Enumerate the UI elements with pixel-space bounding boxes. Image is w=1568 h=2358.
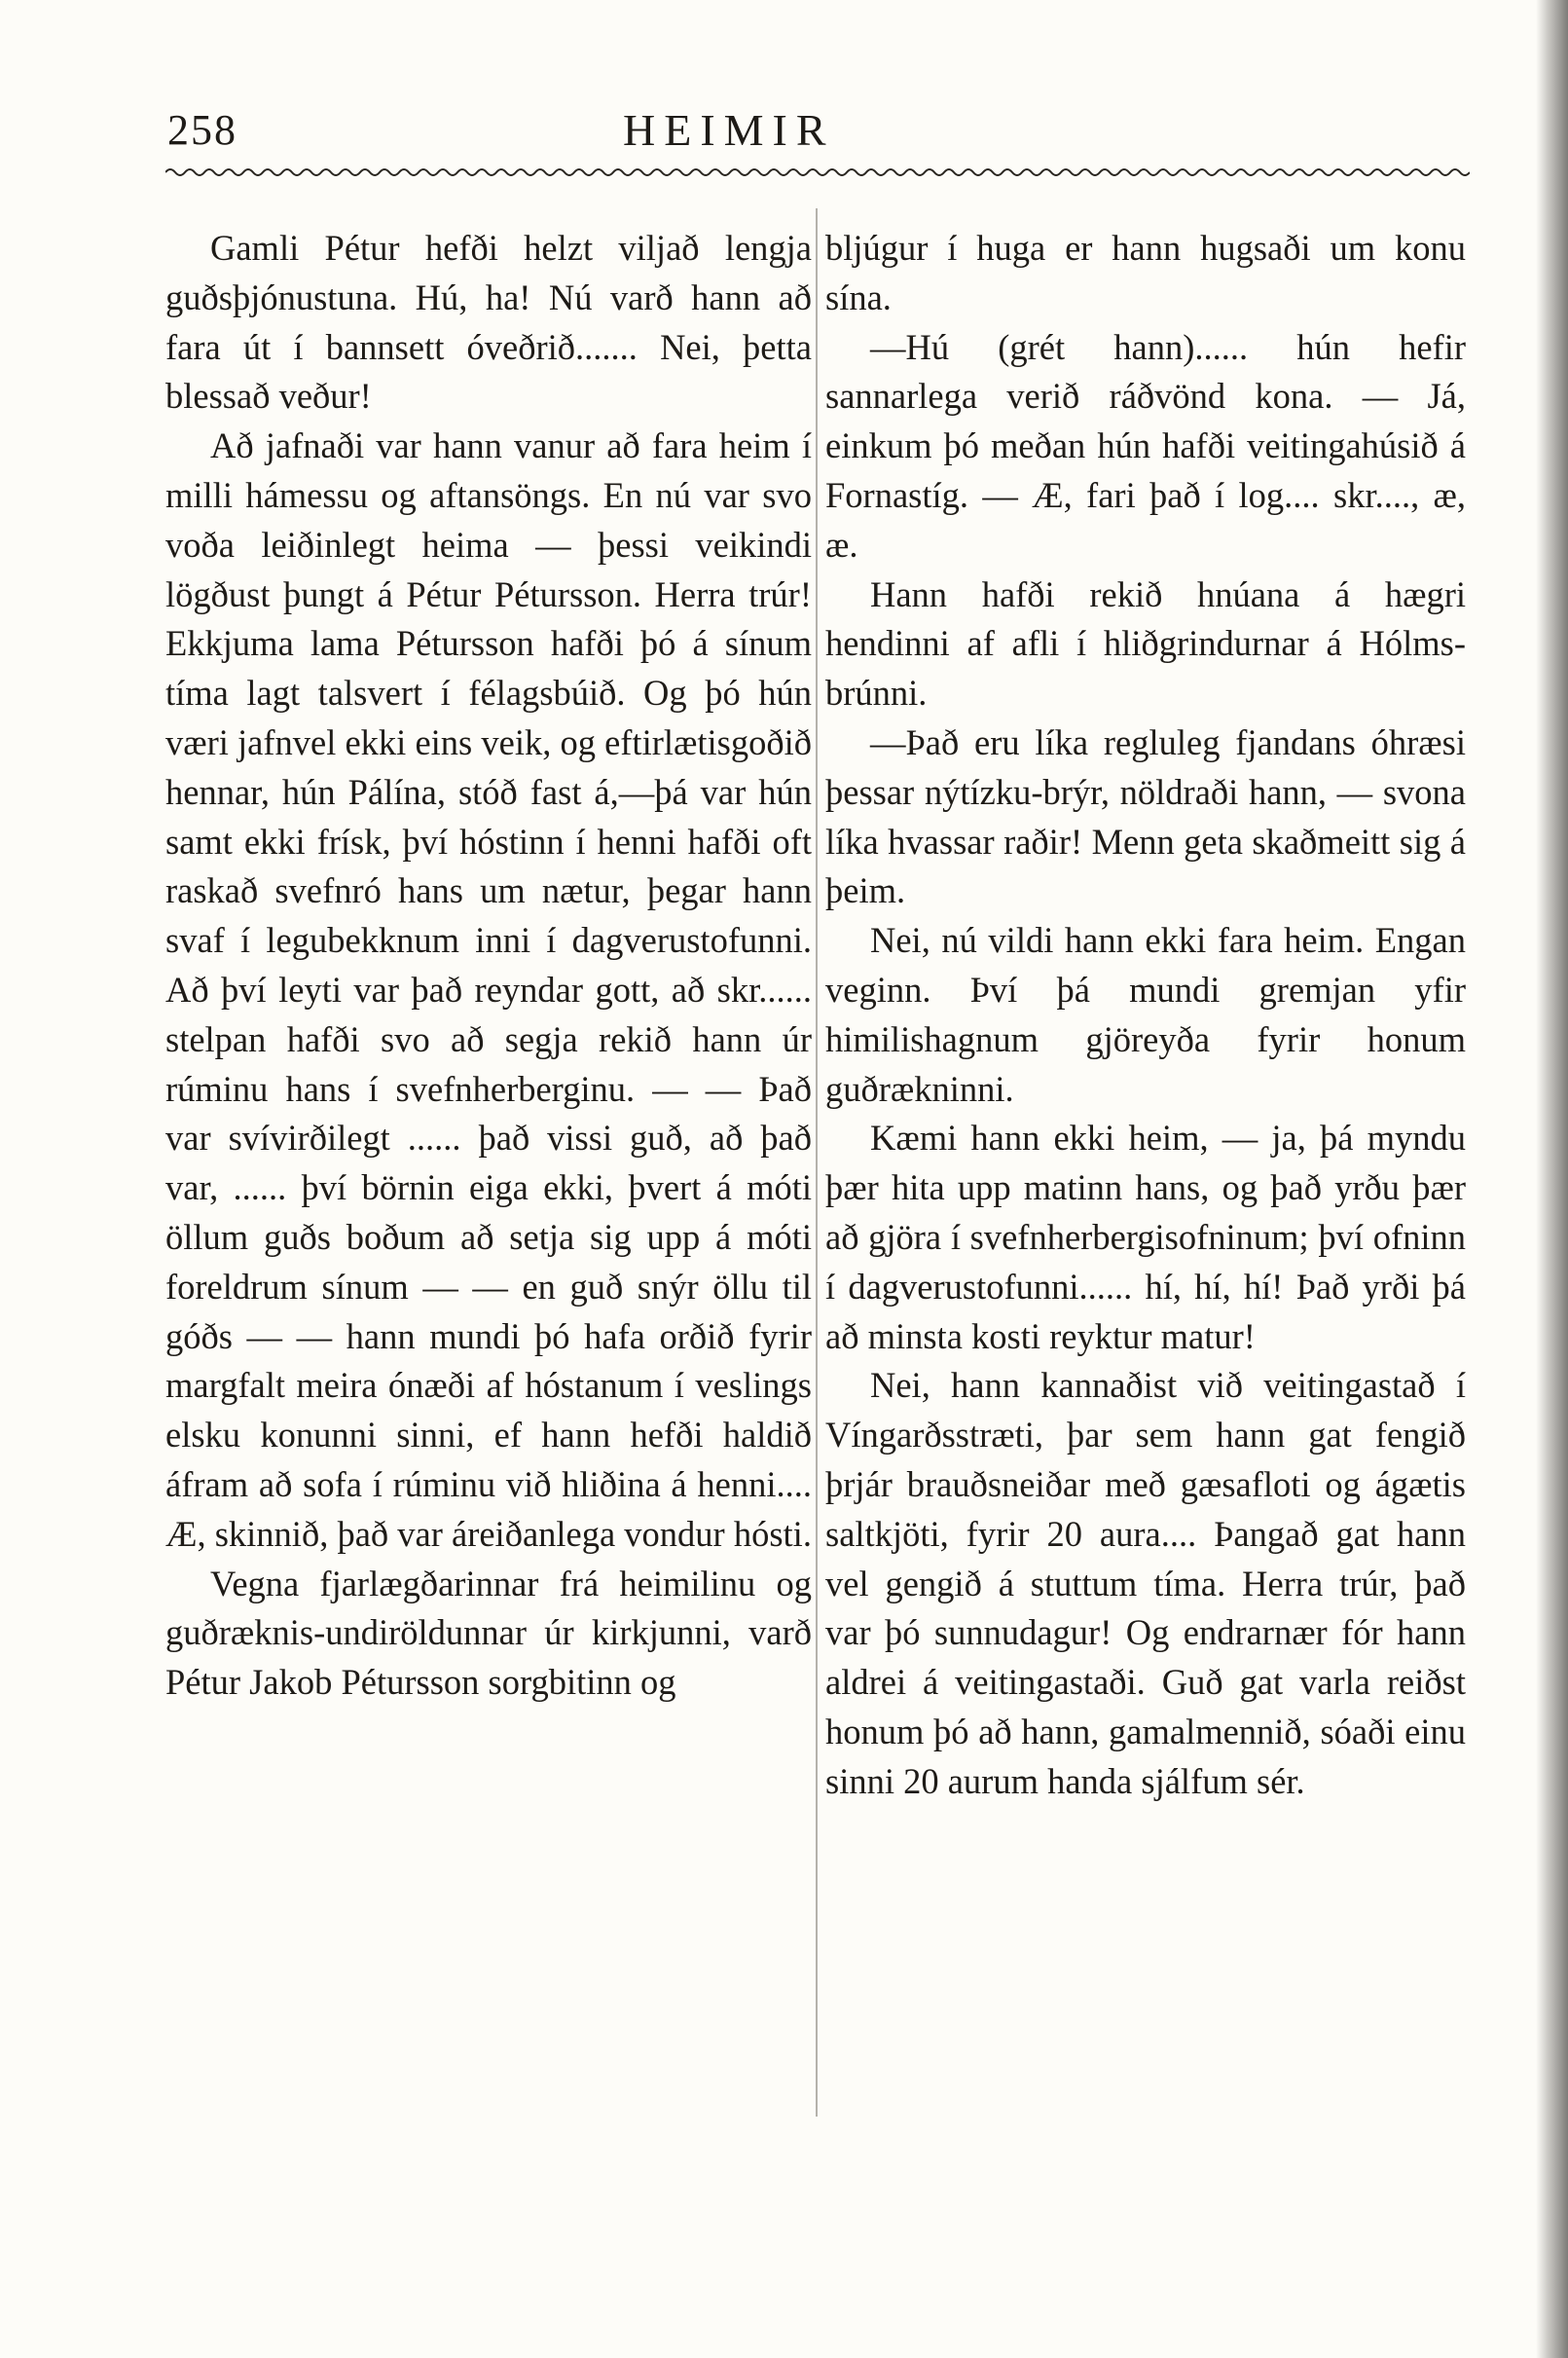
paragraph: Nei, nú vildi hann ekki fara heim. Engan veginn. Því þá mundi gremjan yfir himilishagnum gjöreyða fyrir honum guðrækninni. [825, 920, 1466, 1109]
paragraph: —Það eru líka regluleg fjandans óhræsi þessar nýtízku-brýr, nöldraði hann, — svona líka hvassar raðir! Menn geta skaðmeitt sig á þeim. [825, 721, 1466, 911]
header-wavy-rule [165, 166, 1470, 179]
paragraph: Að jafnaði var hann vanur að fara heim í milli hámessu og aftansöngs. En nú var svo voða leiðinlegt heima — þessi veikindi lögðust þungt á Pétur Pétursson. Herra trúr! Ekkjuma lama Pétursson hafði þó á sínum tíma lagt talsvert í félagsbúið. Og þó hún væri jafnvel ekki eins veik, og eftirlætisgoðið hennar, hún Pálína, stóð fast á,—þá var hún samt ekki frísk, því hóstinn í henni hafði oft raskað svefnró hans um nætur, þegar hann svaf í legubekknum inni í dagverustofunni. Að því leyti var það reyndar gott, að skr...... stelpan hafði svo að segja rekið hann úr rúminu hans í svefnherberginu. — — Það var svívirðilegt ...... það vissi guð, að það var, ...... því börnin eiga ekki, þvert á móti öllum guðs boðum að setja sig upp á móti foreldrum sínum — — en guð snýr öllu til góðs — — hann mundi þó hafa orðið fyrir margfalt meira ónæði af hóstanum í veslings elsku konunni sinni, ef hann hefði haldið áfram að sofa í rúminu við hliðina á henni.... Æ, skinnið, það var áreiðanlega vondur hósti. [165, 425, 812, 1554]
paragraph: Nei, hann kannaðist við veitingastað í Víngarðsstræti, þar sem hann gat fengið þrjár brauðsneiðar með gæsafloti og ágætis saltkjöti, fyrir 20 aura.... Þangað gat hann vel gengið á stuttum tíma. Herra trúr, það var þó sunnudagur! Og endrarnær fór hann aldrei á veitingastaði. Guð gat varla reiðst honum þó að hann, gamalmennið, sóaði einu sinni 20 aurum handa sjálfum sér. [825, 1365, 1466, 1801]
paragraph: Hann hafði rekið hnúana á hægri hendinni af afli í hliðgrindurnar á Hólms-brúnni. [825, 573, 1466, 714]
left-column [165, 224, 812, 1708]
page-edge-shadow [1536, 0, 1568, 2358]
right-column [825, 224, 1466, 1807]
paragraph: Vegna fjarlægðarinnar frá heimilinu og guðræknis-undiröldunnar úr kirkjunni, varð Pétur Jakob Pétursson sorgbitinn og [165, 1563, 812, 1703]
paragraph: bljúgur í huga er hann hugsaði um konu sína. [825, 228, 1466, 317]
running-title: HEIMIR [623, 105, 835, 155]
paragraph: —Hú (grét hann)...... hún hefir sannarlega verið ráðvönd kona. — Já, einkum þó meðan hún hafði veitingahúsið á Fornastíg. — Æ, fari það í log.... skr...., æ, æ. [825, 326, 1466, 565]
page-number: 258 [167, 106, 237, 154]
paragraph: Kæmi hann ekki heim, — ja, þá myndu þær hita upp matinn hans, og það yrðu þær að gjöra í svefnherbergisofninum; því ofninn í dagverustofunni...... hí, hí, hí! Það yrði þá að minsta kosti reyktur matur! [825, 1118, 1466, 1356]
paragraph: Gamli Pétur hefði helzt viljað lengja guðsþjónustuna. Hú, ha! Nú varð hann að fara út í bannsett óveðrið....... Nei, þetta blessað veður! [165, 228, 812, 417]
column-divider [816, 208, 818, 2117]
